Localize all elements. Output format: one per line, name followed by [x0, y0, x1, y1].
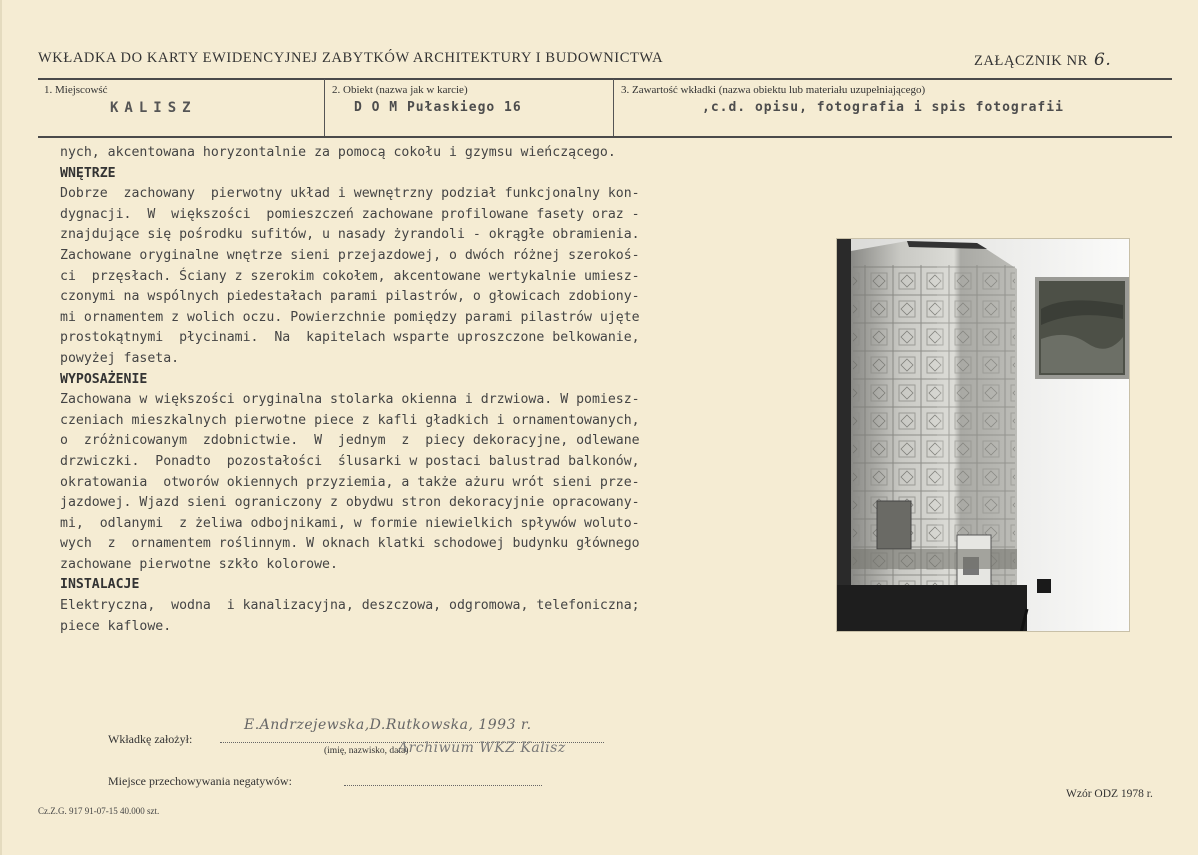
form-title: WKŁADKA DO KARTY EWIDENCYJNEJ ZABYTKÓW ARCHITEKTURY I BUDOWNICTWA [38, 50, 664, 66]
field-divider [324, 79, 325, 136]
description-text [60, 143, 810, 637]
created-by-caption: (imię, nazwisko, data) [324, 746, 409, 756]
text-line: Dobrze zachowany pierwotny układ i wewnętrzny podział funkcjonalny kon- [60, 186, 640, 202]
text-line: znajdujące się pośrodku sufitów, u nasady żyrandoli - okrągłe obramienia. [60, 227, 640, 243]
text-line: Zachowane oryginalne wnętrze sieni przejazdowej, o dwóch różnej szerokoś- [60, 247, 640, 263]
text-line: drzwiczki. Ponadto pozostałości ślusarki w postaci balustrad balkonów, [60, 453, 640, 469]
negatives-label: Miejsce przechowywania negatywów: [108, 774, 292, 788]
text-line: o zróżnicowanym zdobnictwie. W jednym z piecy dekoracyjne, odlewane [60, 433, 640, 449]
text-line: okratowania otworów okiennych przyziemia, a także ażuru wrót sieni prze- [60, 474, 640, 490]
text-line: piece kaflowe. [60, 618, 172, 634]
tiled-stove-photo-icon [837, 239, 1130, 632]
text-line: nych, akcentowana horyzontalnie za pomocą cokołu i gzymsu wieńczącego. [60, 145, 616, 160]
attachment-number [974, 50, 1111, 70]
place-value: KALISZ [110, 100, 197, 116]
content-label: 3. Zawartość wkładki (nazwa obiektu lub materiału uzupełniającego) [621, 84, 926, 96]
object-label: 2. Obiekt (nazwa jak w karcie) [332, 84, 468, 96]
archive-stamp: Archiwum WKZ Kalisz [398, 740, 566, 756]
section-heading: INSTALACJE [60, 577, 140, 593]
text-line: Zachowana w większości oryginalna stolarka okienna i drzwiowa. W pomiesz- [60, 392, 640, 408]
section-heading: WYPOSAŻENIE [60, 371, 148, 387]
text-line: czeniach mieszkalnych pierwotne piece z kafli gładkich i ornamentowanych, [60, 412, 640, 428]
field-divider [613, 79, 614, 136]
form-code: Wzór ODZ 1978 r. [1066, 788, 1153, 800]
print-code: Cz.Z.G. 917 91-07-15 40.000 szt. [38, 806, 160, 816]
stove-photo [836, 238, 1130, 632]
text-line: jazdowej. Wjazd sieni ograniczony z obydwu stron dekoracyjnie opracowany- [60, 495, 640, 511]
text-line: wych z ornamentem roślinnym. W oknach klatki schodowej budynku głównego [60, 536, 640, 552]
text-line: ci przęsłach. Ściany z szerokim cokołem, akcentowane wertykalnie umiesz- [60, 268, 640, 284]
section-heading: WNĘTRZE [60, 165, 116, 181]
text-line: zachowane pierwotne szkło kolorowe. [60, 556, 338, 572]
text-line: Elektryczna, wodna i kanalizacyjna, deszczowa, odgromowa, telefoniczna; [60, 598, 640, 614]
header-rule-top [38, 78, 1172, 80]
object-value: D O M Pułaskiego 16 [354, 100, 522, 115]
created-by-label: Wkładkę założył: [108, 732, 193, 746]
text-line: mi ornamentem z wolich oczu. Powierzchnie pomiędzy parami pilastrów ujęte [60, 309, 640, 325]
content-value: ,c.d. opisu, fotografia i spis fotografii [702, 100, 1064, 115]
text-line: dygnacji. W większości pomieszczeń zachowane profilowane fasety oraz - [60, 206, 640, 222]
header-rule-bottom [38, 136, 1172, 138]
text-line: prostokątnymi płycinami. Na kapitelach wsparte uproszczone belkowanie, [60, 330, 640, 346]
created-by-value: E.Andrzejewska,D.Rutkowska, 1993 r. [244, 717, 532, 733]
text-line: powyżej faseta. [60, 350, 180, 366]
attachment-number-value: 6. [1093, 50, 1112, 70]
text-line: czonymi na wspólnych piedestałach parami pilastrów, o głowicach zdobiony- [60, 289, 640, 305]
text-line: mi, odlanymi z żeliwa odbojnikami, w formie niewielkich spływów woluto- [60, 515, 640, 531]
attachment-label: ZAŁĄCZNIK NR [974, 53, 1088, 69]
place-label: 1. Miejscowść [44, 84, 108, 96]
negatives-line [344, 785, 542, 786]
